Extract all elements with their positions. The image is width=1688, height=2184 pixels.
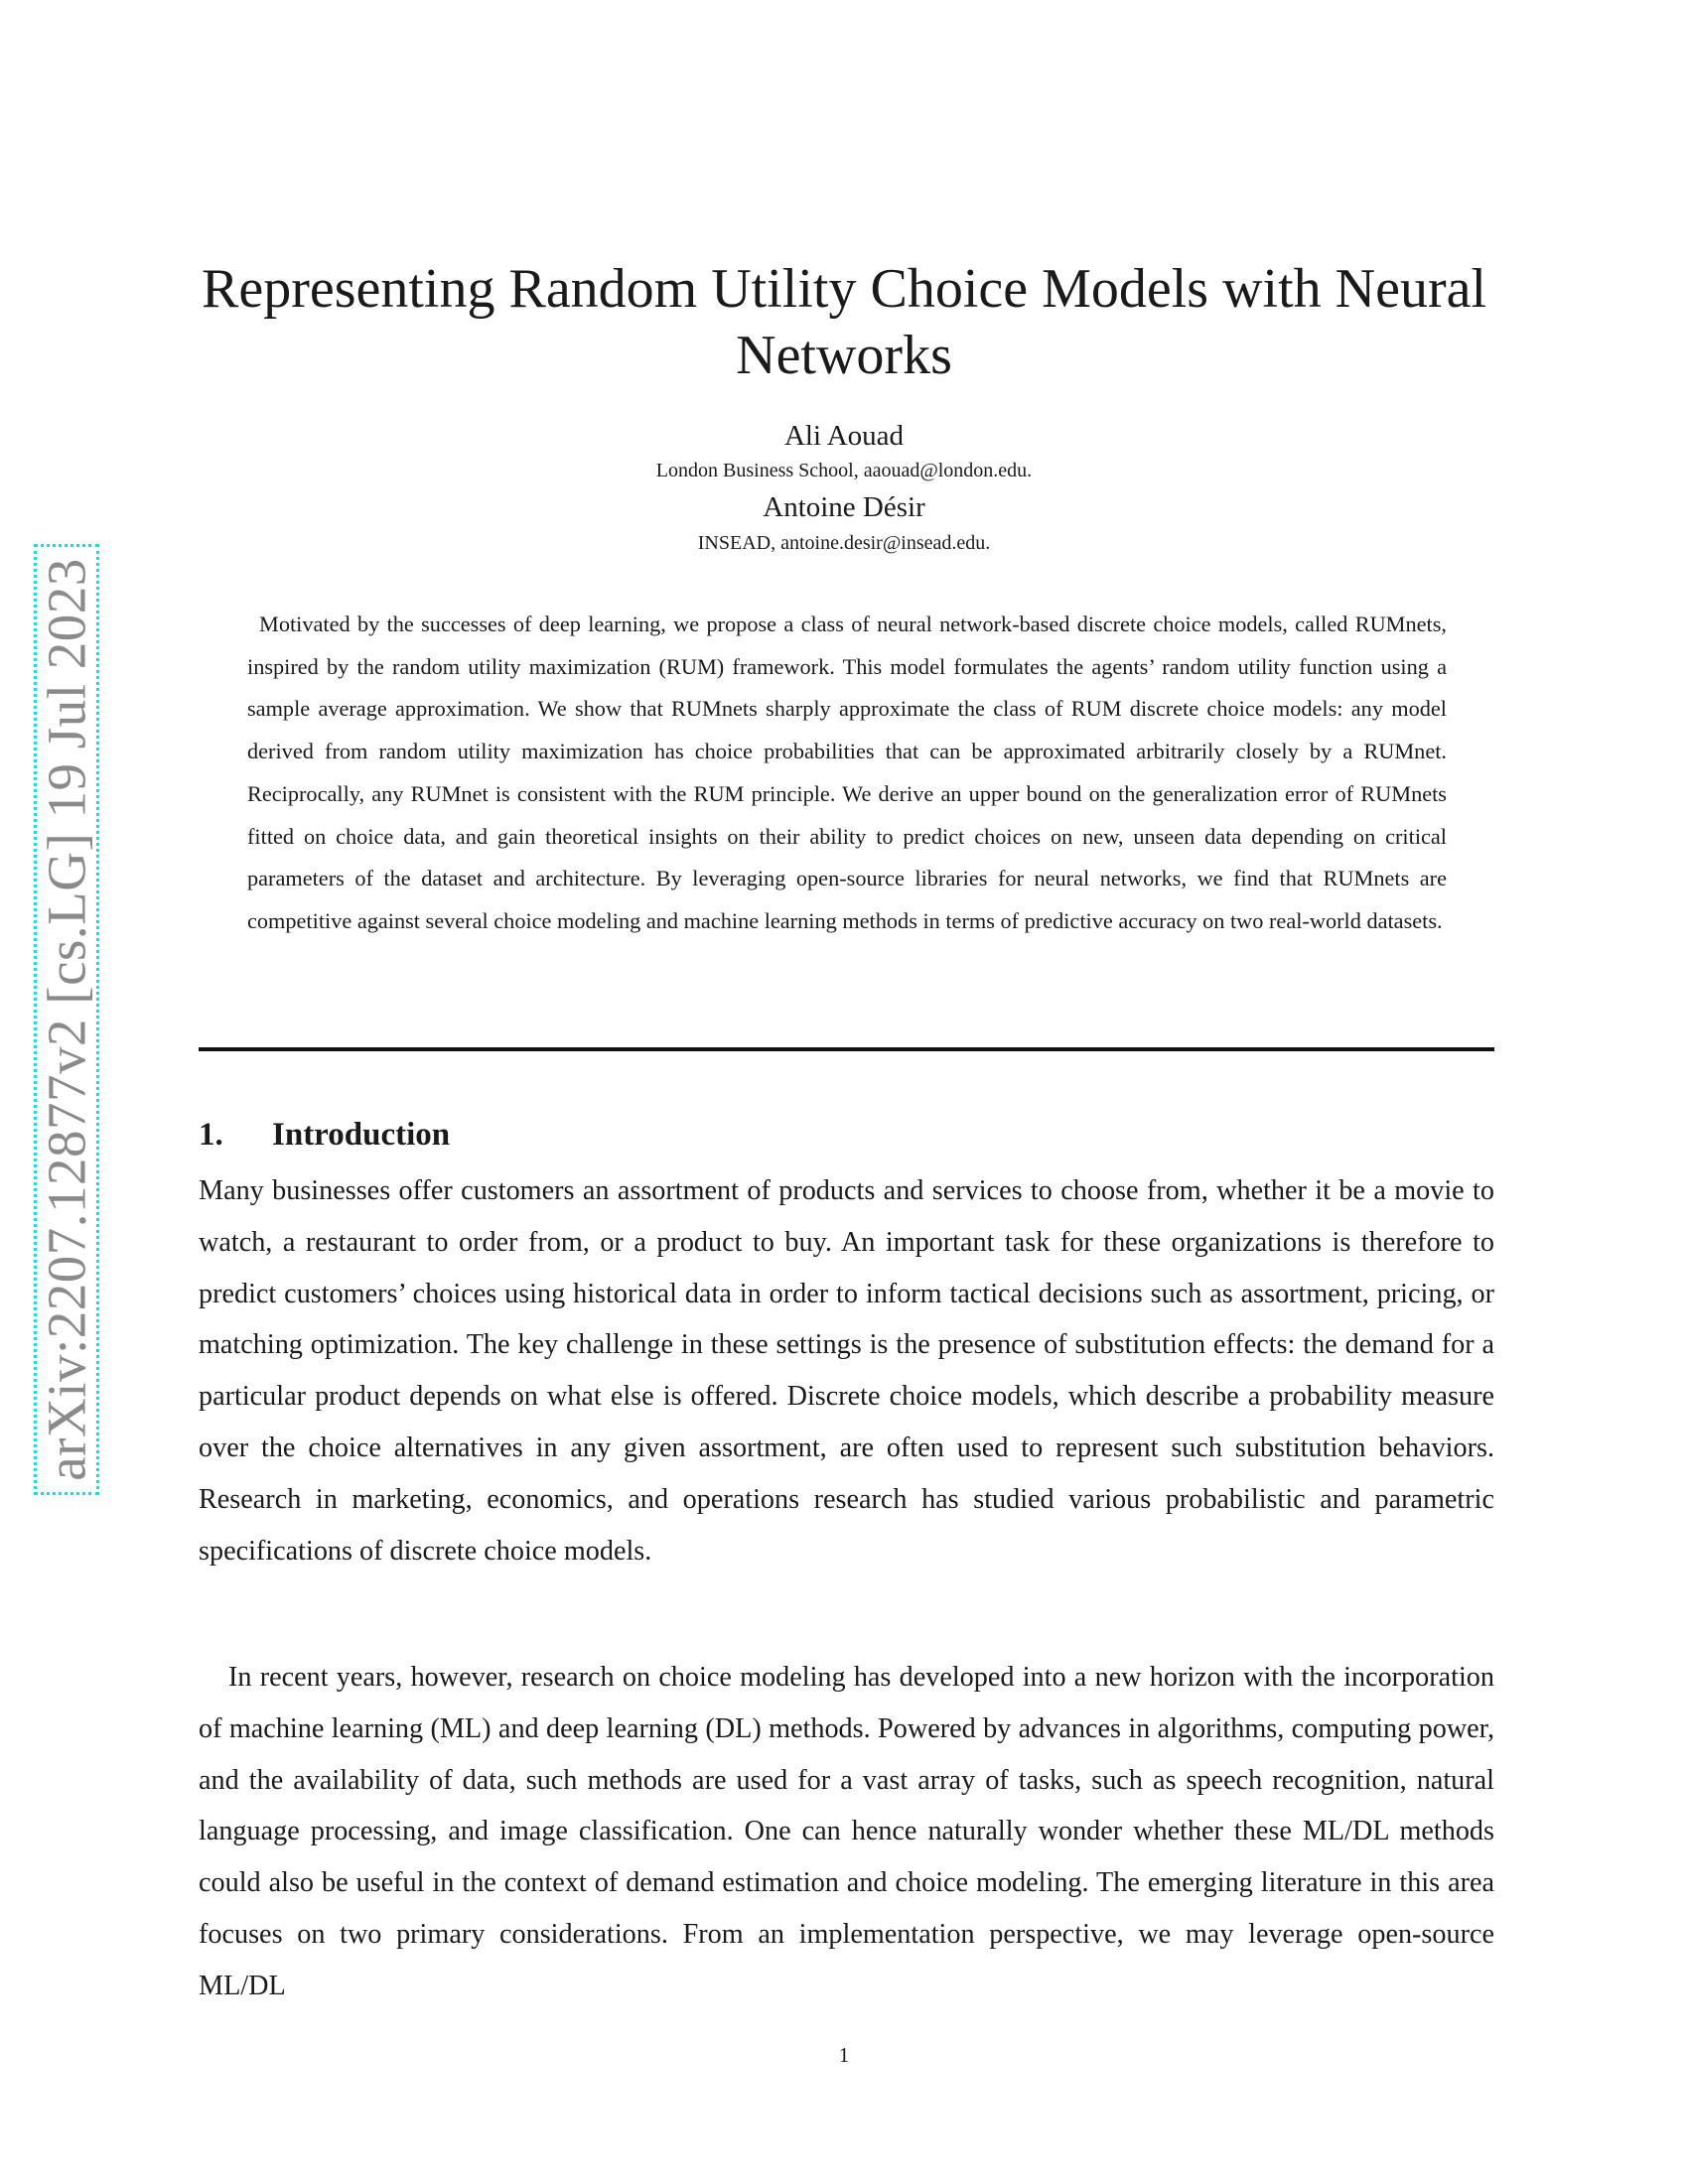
intro-paragraph-2: In recent years, however, research on choice modeling has developed into a new horizon with the incorporation of machine learning (ML) and deep learning (DL) methods. Powered by advances in algorithms, computing power, and the availability of data, such methods are used for a vast array of tasks, such as speech recognition, natural language processing, and image classification. One can hence naturally wonder whether these ML/DL methods could also be useful in the context of demand estimation and choice modeling. The emerging literature in this area focuses on two primary considerations. From an implementation perspective, we may leverage open-source ML/DL bbox=[199, 1662, 1494, 2001]
section-heading bbox=[199, 1115, 450, 1155]
section-title: Introduction bbox=[272, 1117, 451, 1153]
abstract: Motivated by the successes of deep learning, we propose a class of neural network-based discrete choice models, called RUMnets, inspired by the random utility maximization (RUM) framework. This model formulates the agents’ random utility function using a sample average approximation. We show that RUMnets sharply approximate the class of RUM discrete choice models: any model derived from random utility maximization has choice probabilities that can be approximated arbitrarily closely by a RUMnet. Reciprocally, any RUMnet is consistent with the RUM principle. We derive an upper bound on the generalization error of RUMnets fitted on choice data, and gain theoretical insights on their ability to predict choices on new, unseen data depending on critical parameters of the dataset and architecture. By leveraging open-source libraries for neural networks, we find that RUMnets are competitive against several choice modeling and machine learning methods in terms of predictive accuracy on two real-world datasets. bbox=[247, 612, 1447, 933]
section-number: 1. bbox=[199, 1117, 223, 1153]
author-affiliation-2: INSEAD, antoine.desir@insead.edu. bbox=[697, 532, 991, 554]
author-name-2: Antoine Désir bbox=[763, 491, 925, 523]
page-number: 1 bbox=[838, 2043, 850, 2067]
paper-title: Representing Random Utility Choice Models with Neural Networks bbox=[201, 258, 1486, 386]
author-name-1: Ali Aouad bbox=[783, 420, 905, 452]
arxiv-identifier-stamp bbox=[34, 544, 99, 1495]
section-divider bbox=[199, 1047, 1494, 1051]
intro-paragraph-1: Many businesses offer customers an assortment of products and services to choose from, whether it be a movie to watch, a restaurant to order from, or a product to buy. An important task for these organizations is therefore to predict customers’ choices using historical data in order to inform tactical decisions such as assortment, pricing, or matching optimization. The key challenge in these settings is the presence of substitution effects: the demand for a particular product depends on what else is offered. Discrete choice models, which describe a probability measure over the choice alternatives in any given assortment, are often used to represent such substitution behaviors. Research in marketing, economics, and operations research has studied various probabilistic and parametric specifications of discrete choice models. bbox=[199, 1175, 1494, 1567]
author-affiliation-1: London Business School, aaouad@london.edu. bbox=[655, 460, 1033, 481]
arxiv-stamp-text: arXiv:2207.12877v2 [cs.LG] 19 Jul 2023 bbox=[36, 558, 97, 1481]
